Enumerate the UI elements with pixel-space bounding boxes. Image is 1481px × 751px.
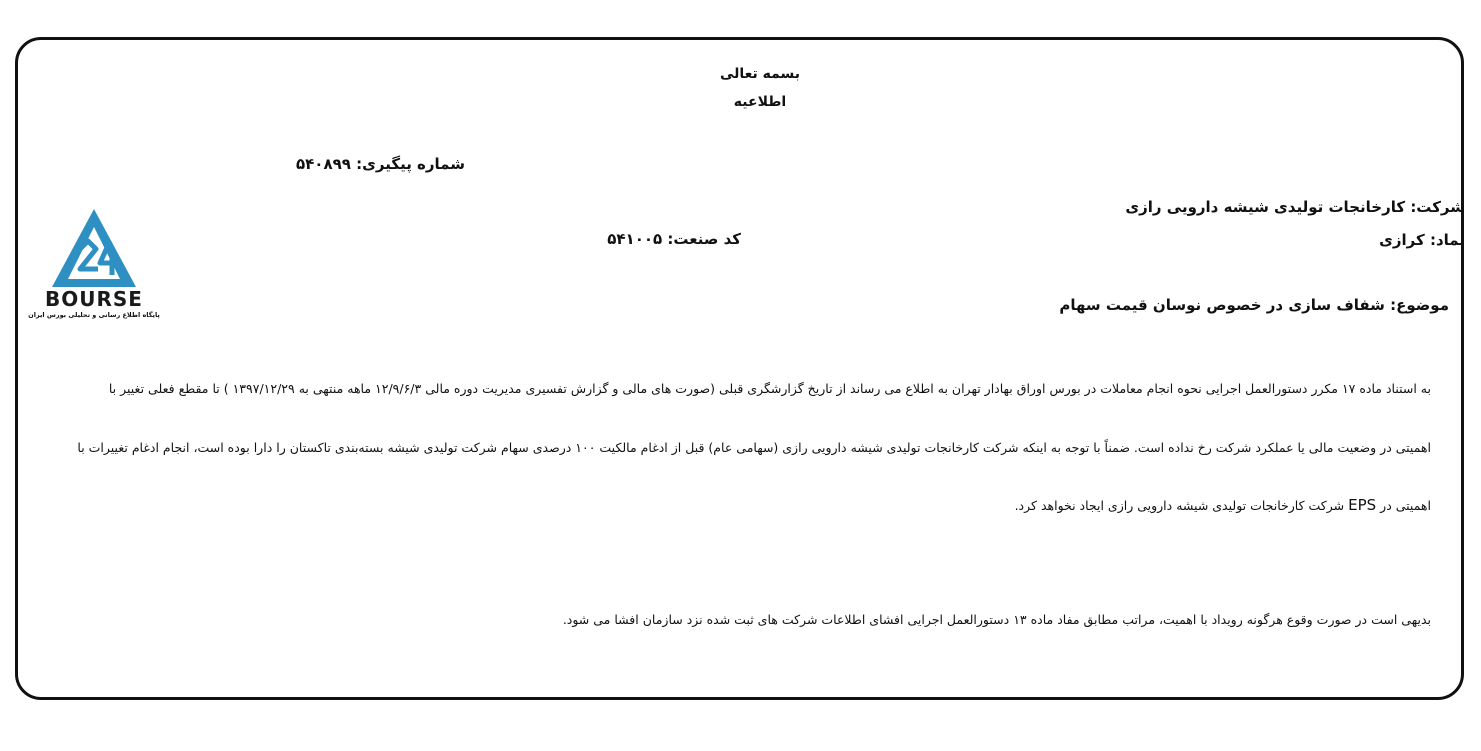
logo-mark-icon [28, 205, 160, 291]
line-3-suffix: شرکت کارخانجات تولیدی شیشه دارویی رازی ایجاد نخواهد کرد. [1014, 498, 1345, 513]
symbol-label: نماد: [1429, 231, 1465, 249]
subject-text: شفاف سازی در خصوص نوسان قیمت سهام [1059, 296, 1385, 314]
subject-label: موضوع: [1390, 296, 1449, 314]
tracking-number [296, 155, 465, 173]
document-frame [15, 37, 1464, 700]
symbol-line [1379, 231, 1465, 249]
logo-subtitle: پایگاه اطلاع رسانی و تحلیلی بورس ایران [28, 311, 160, 319]
body-paragraph-line-2: اهمیتی در وضعیت مالی یا عملکرد شرکت رخ نداده است. ضمناً با توجه به اینکه شرکت کارخانجات تولیدی شیشه دارویی رازی (سهامی عام) قبل از ادغام مالکیت ۱۰۰ درصدی سهام شرکت تولیدی شیشه بسته‌بندی تاکستان را دارا بوده است، انجام ادغام تغییرات با [77, 440, 1431, 455]
company-label: شرکت: [1410, 198, 1465, 216]
company-name: کارخانجات تولیدی شیشه دارویی رازی [1125, 198, 1406, 216]
tracking-number-value: ۵۴۰۸۹۹ [295, 155, 351, 173]
line-3-prefix: اهمیتی در [1380, 498, 1431, 513]
bismillah-heading: بسمه تعالی [719, 66, 801, 82]
closing-statement: بدیهی است در صورت وقوع هرگونه رویداد با اهمیت، مراتب مطابق مفاد ماده ۱۳ دستورالعمل اجرایی افشای اطلاعات شرکت های ثبت شده نزد سازمان افشا می شود. [562, 612, 1431, 627]
body-paragraph-line-1: به استناد ماده ۱۷ مکرر دستورالعمل اجرایی نحوه انجام معاملات در بورس اوراق بهادار تهران به اطلاع می رساند از تاریخ گزارشگری قبلی (صورت های مالی و گزارش تفسیری مدیریت دوره مالی ۱۲/۹/۶/۳ ماهه منتهی به ۱۳۹۷/۱۲/۲۹ ) تا مقطع فعلی تغییر با [108, 381, 1431, 396]
industry-code [607, 230, 741, 248]
industry-code-label: کد صنعت: [667, 230, 741, 248]
subject-line [1059, 296, 1449, 314]
industry-code-value: ۵۴۱۰۰۵ [607, 230, 663, 248]
bourse24-logo [28, 205, 160, 325]
announcement-title: اطلاعیه [733, 94, 787, 110]
tracking-number-label: شماره پیگیری: [356, 155, 465, 173]
company-line [1125, 198, 1465, 216]
logo-wordmark: BOURSE [45, 287, 143, 311]
body-paragraph-line-3 [56, 496, 1431, 514]
symbol-value: کرازی [1379, 231, 1425, 249]
eps-term: EPS [1348, 496, 1377, 514]
